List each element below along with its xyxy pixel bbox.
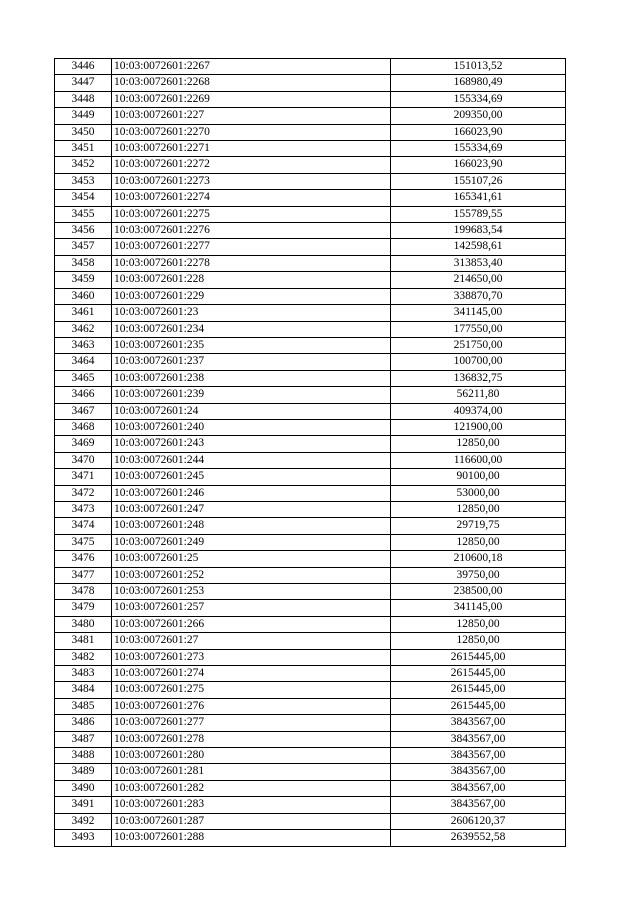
table-row	[55, 469, 566, 485]
row-number-cell: 3463	[55, 337, 112, 353]
row-number-cell: 3452	[55, 157, 112, 173]
value-cell: 341145,00	[391, 305, 566, 321]
cadastral-number-cell: 10:03:0072601:240	[112, 419, 391, 435]
row-number-cell: 3453	[55, 173, 112, 189]
table-row	[55, 567, 566, 583]
table-row	[55, 666, 566, 682]
value-cell: 12850,00	[391, 501, 566, 517]
cadastral-number-cell: 10:03:0072601:2277	[112, 239, 391, 255]
value-cell: 168980,49	[391, 75, 566, 91]
cadastral-number-cell: 10:03:0072601:249	[112, 534, 391, 550]
row-number-cell: 3480	[55, 616, 112, 632]
table-row	[55, 124, 566, 140]
value-cell: 341145,00	[391, 600, 566, 616]
cadastral-number-cell: 10:03:0072601:2278	[112, 255, 391, 271]
value-cell: 3843567,00	[391, 731, 566, 747]
cadastral-number-cell: 10:03:0072601:245	[112, 469, 391, 485]
row-number-cell: 3457	[55, 239, 112, 255]
row-number-cell: 3454	[55, 190, 112, 206]
row-number-cell: 3449	[55, 108, 112, 124]
value-cell: 199683,54	[391, 223, 566, 239]
row-number-cell: 3470	[55, 452, 112, 468]
row-number-cell: 3485	[55, 698, 112, 714]
data-table	[54, 58, 566, 847]
row-number-cell: 3472	[55, 485, 112, 501]
row-number-cell: 3486	[55, 715, 112, 731]
row-number-cell: 3456	[55, 223, 112, 239]
row-number-cell: 3460	[55, 288, 112, 304]
row-number-cell: 3477	[55, 567, 112, 583]
table-row	[55, 518, 566, 534]
row-number-cell: 3462	[55, 321, 112, 337]
cadastral-number-cell: 10:03:0072601:227	[112, 108, 391, 124]
row-number-cell: 3446	[55, 59, 112, 75]
cadastral-number-cell: 10:03:0072601:23	[112, 305, 391, 321]
value-cell: 2639552,58	[391, 830, 566, 846]
value-cell: 165341,61	[391, 190, 566, 206]
row-number-cell: 3464	[55, 354, 112, 370]
cadastral-number-cell: 10:03:0072601:243	[112, 436, 391, 452]
row-number-cell: 3447	[55, 75, 112, 91]
cadastral-number-cell: 10:03:0072601:273	[112, 649, 391, 665]
cadastral-number-cell: 10:03:0072601:228	[112, 272, 391, 288]
table-row	[55, 239, 566, 255]
table-row	[55, 190, 566, 206]
value-cell: 136832,75	[391, 370, 566, 386]
table-row	[55, 748, 566, 764]
value-cell: 251750,00	[391, 337, 566, 353]
cadastral-number-cell: 10:03:0072601:281	[112, 764, 391, 780]
value-cell: 90100,00	[391, 469, 566, 485]
table-row	[55, 272, 566, 288]
table-row	[55, 419, 566, 435]
table-row	[55, 682, 566, 698]
table-row	[55, 75, 566, 91]
table-row	[55, 501, 566, 517]
cadastral-number-cell: 10:03:0072601:266	[112, 616, 391, 632]
cadastral-number-cell: 10:03:0072601:2269	[112, 91, 391, 107]
cadastral-number-cell: 10:03:0072601:239	[112, 387, 391, 403]
row-number-cell: 3465	[55, 370, 112, 386]
table-row	[55, 403, 566, 419]
cadastral-number-cell: 10:03:0072601:287	[112, 813, 391, 829]
value-cell: 155789,55	[391, 206, 566, 222]
value-cell: 12850,00	[391, 633, 566, 649]
row-number-cell: 3469	[55, 436, 112, 452]
row-number-cell: 3481	[55, 633, 112, 649]
value-cell: 29719,75	[391, 518, 566, 534]
row-number-cell: 3450	[55, 124, 112, 140]
value-cell: 142598,61	[391, 239, 566, 255]
cadastral-number-cell: 10:03:0072601:238	[112, 370, 391, 386]
cadastral-number-cell: 10:03:0072601:288	[112, 830, 391, 846]
value-cell: 12850,00	[391, 436, 566, 452]
cadastral-number-cell: 10:03:0072601:2271	[112, 141, 391, 157]
table-row	[55, 305, 566, 321]
cadastral-number-cell: 10:03:0072601:25	[112, 551, 391, 567]
table-row	[55, 370, 566, 386]
cadastral-number-cell: 10:03:0072601:277	[112, 715, 391, 731]
table-row	[55, 534, 566, 550]
cadastral-number-cell: 10:03:0072601:24	[112, 403, 391, 419]
table-row	[55, 584, 566, 600]
value-cell: 2615445,00	[391, 649, 566, 665]
row-number-cell: 3468	[55, 419, 112, 435]
table-row	[55, 141, 566, 157]
cadastral-number-cell: 10:03:0072601:248	[112, 518, 391, 534]
row-number-cell: 3466	[55, 387, 112, 403]
row-number-cell: 3490	[55, 780, 112, 796]
value-cell: 12850,00	[391, 534, 566, 550]
table-row	[55, 780, 566, 796]
table-row	[55, 59, 566, 75]
row-number-cell: 3483	[55, 666, 112, 682]
table-row	[55, 813, 566, 829]
row-number-cell: 3478	[55, 584, 112, 600]
table-row	[55, 337, 566, 353]
table-row	[55, 830, 566, 846]
table-row	[55, 698, 566, 714]
table-row	[55, 387, 566, 403]
table-row	[55, 551, 566, 567]
row-number-cell: 3488	[55, 748, 112, 764]
table-row	[55, 354, 566, 370]
value-cell: 3843567,00	[391, 715, 566, 731]
value-cell: 116600,00	[391, 452, 566, 468]
value-cell: 2615445,00	[391, 666, 566, 682]
value-cell: 3843567,00	[391, 748, 566, 764]
value-cell: 3843567,00	[391, 797, 566, 813]
table-body	[55, 59, 566, 847]
value-cell: 121900,00	[391, 419, 566, 435]
cadastral-number-cell: 10:03:0072601:229	[112, 288, 391, 304]
cadastral-number-cell: 10:03:0072601:2270	[112, 124, 391, 140]
row-number-cell: 3476	[55, 551, 112, 567]
value-cell: 338870,70	[391, 288, 566, 304]
value-cell: 177550,00	[391, 321, 566, 337]
row-number-cell: 3471	[55, 469, 112, 485]
row-number-cell: 3487	[55, 731, 112, 747]
table-row	[55, 157, 566, 173]
row-number-cell: 3493	[55, 830, 112, 846]
cadastral-number-cell: 10:03:0072601:2274	[112, 190, 391, 206]
cadastral-number-cell: 10:03:0072601:234	[112, 321, 391, 337]
table-row	[55, 731, 566, 747]
cadastral-number-cell: 10:03:0072601:2273	[112, 173, 391, 189]
table-row	[55, 173, 566, 189]
table-row	[55, 485, 566, 501]
row-number-cell: 3479	[55, 600, 112, 616]
row-number-cell: 3473	[55, 501, 112, 517]
table-row	[55, 600, 566, 616]
value-cell: 409374,00	[391, 403, 566, 419]
table-row	[55, 206, 566, 222]
cadastral-number-cell: 10:03:0072601:275	[112, 682, 391, 698]
row-number-cell: 3489	[55, 764, 112, 780]
value-cell: 214650,00	[391, 272, 566, 288]
table-row	[55, 633, 566, 649]
cadastral-number-cell: 10:03:0072601:274	[112, 666, 391, 682]
value-cell: 166023,90	[391, 124, 566, 140]
value-cell: 3843567,00	[391, 780, 566, 796]
row-number-cell: 3451	[55, 141, 112, 157]
value-cell: 2615445,00	[391, 698, 566, 714]
value-cell: 53000,00	[391, 485, 566, 501]
row-number-cell: 3459	[55, 272, 112, 288]
row-number-cell: 3484	[55, 682, 112, 698]
value-cell: 100700,00	[391, 354, 566, 370]
table-row	[55, 321, 566, 337]
row-number-cell: 3482	[55, 649, 112, 665]
table-row	[55, 452, 566, 468]
value-cell: 238500,00	[391, 584, 566, 600]
table-row	[55, 649, 566, 665]
row-number-cell: 3492	[55, 813, 112, 829]
value-cell: 39750,00	[391, 567, 566, 583]
table-row	[55, 108, 566, 124]
table-row	[55, 91, 566, 107]
row-number-cell: 3458	[55, 255, 112, 271]
table-row	[55, 223, 566, 239]
cadastral-number-cell: 10:03:0072601:246	[112, 485, 391, 501]
row-number-cell: 3455	[55, 206, 112, 222]
row-number-cell: 3474	[55, 518, 112, 534]
cadastral-number-cell: 10:03:0072601:2267	[112, 59, 391, 75]
cadastral-number-cell: 10:03:0072601:2275	[112, 206, 391, 222]
row-number-cell: 3491	[55, 797, 112, 813]
value-cell: 313853,40	[391, 255, 566, 271]
cadastral-number-cell: 10:03:0072601:2276	[112, 223, 391, 239]
table-row	[55, 797, 566, 813]
cadastral-number-cell: 10:03:0072601:2272	[112, 157, 391, 173]
table-row	[55, 436, 566, 452]
table-row	[55, 616, 566, 632]
value-cell: 155107,26	[391, 173, 566, 189]
cadastral-number-cell: 10:03:0072601:278	[112, 731, 391, 747]
value-cell: 155334,69	[391, 141, 566, 157]
cadastral-number-cell: 10:03:0072601:27	[112, 633, 391, 649]
cadastral-number-cell: 10:03:0072601:280	[112, 748, 391, 764]
value-cell: 209350,00	[391, 108, 566, 124]
value-cell: 3843567,00	[391, 764, 566, 780]
cadastral-number-cell: 10:03:0072601:276	[112, 698, 391, 714]
cadastral-number-cell: 10:03:0072601:247	[112, 501, 391, 517]
value-cell: 166023,90	[391, 157, 566, 173]
cadastral-number-cell: 10:03:0072601:235	[112, 337, 391, 353]
cadastral-number-cell: 10:03:0072601:282	[112, 780, 391, 796]
row-number-cell: 3467	[55, 403, 112, 419]
cadastral-number-cell: 10:03:0072601:283	[112, 797, 391, 813]
value-cell: 210600,18	[391, 551, 566, 567]
row-number-cell: 3448	[55, 91, 112, 107]
value-cell: 155334,69	[391, 91, 566, 107]
cadastral-number-cell: 10:03:0072601:252	[112, 567, 391, 583]
cadastral-number-cell: 10:03:0072601:253	[112, 584, 391, 600]
value-cell: 2615445,00	[391, 682, 566, 698]
value-cell: 2606120,37	[391, 813, 566, 829]
table-row	[55, 255, 566, 271]
value-cell: 151013,52	[391, 59, 566, 75]
cadastral-number-cell: 10:03:0072601:244	[112, 452, 391, 468]
row-number-cell: 3475	[55, 534, 112, 550]
table-row	[55, 715, 566, 731]
table-row	[55, 288, 566, 304]
value-cell: 12850,00	[391, 616, 566, 632]
cadastral-number-cell: 10:03:0072601:257	[112, 600, 391, 616]
cadastral-number-cell: 10:03:0072601:237	[112, 354, 391, 370]
row-number-cell: 3461	[55, 305, 112, 321]
value-cell: 56211,80	[391, 387, 566, 403]
table-row	[55, 764, 566, 780]
cadastral-number-cell: 10:03:0072601:2268	[112, 75, 391, 91]
